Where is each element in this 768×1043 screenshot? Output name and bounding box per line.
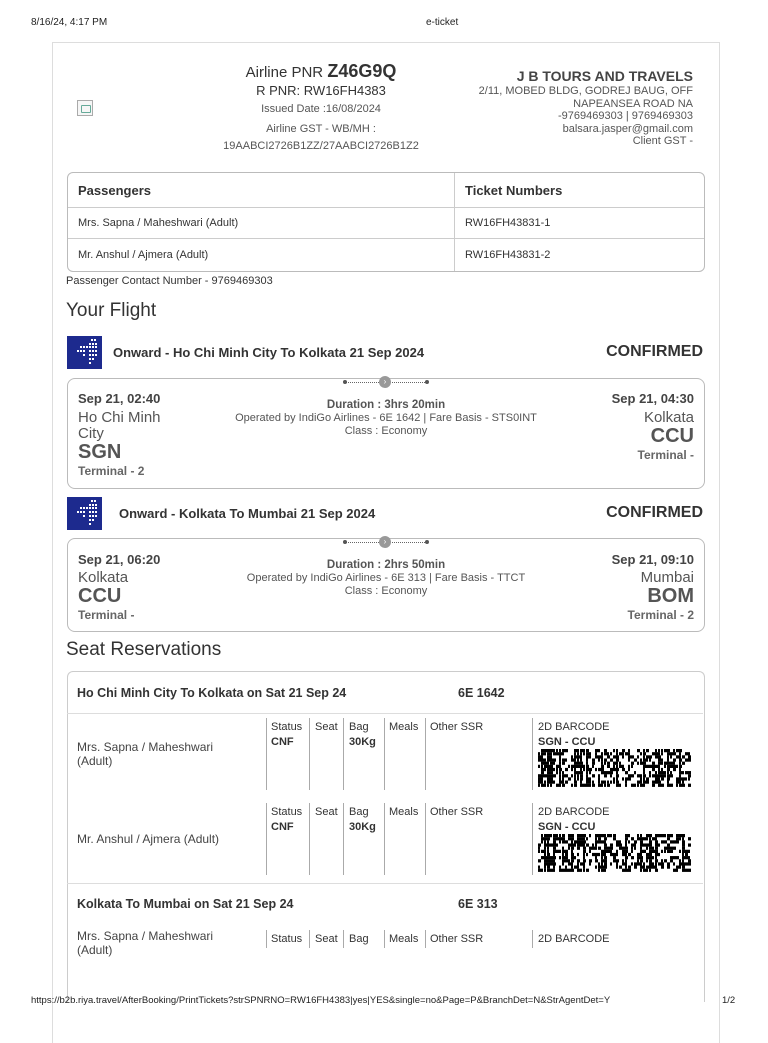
col-divider [343, 930, 344, 948]
table-row [68, 238, 704, 272]
col-divider [425, 718, 426, 790]
seat-col: Seat [315, 721, 338, 733]
status-col: Status [271, 933, 303, 945]
status-col: Status CNF [271, 721, 303, 748]
arrival-time: Sep 21, 04:30 [611, 391, 694, 406]
agent-address-1: 2/11, MOBED BLDG, GODREJ BAUG, OFF [478, 85, 693, 97]
segment-2-status: CONFIRMED [606, 504, 703, 521]
arrival-terminal: Terminal - 2 [627, 608, 694, 622]
gst-label: Airline GST - WB/MH : [266, 123, 376, 135]
travel-class: Class : Economy [344, 585, 428, 597]
col-divider [266, 803, 267, 875]
seat-col: Seat [315, 933, 338, 945]
print-page-number: 1/2 [722, 995, 736, 1006]
seat-group-2-route: Kolkata To Mumbai on Sat 21 Sep 24 [77, 897, 294, 911]
divider [67, 883, 703, 884]
arrival-city: Kolkata [643, 409, 694, 426]
col-divider [425, 930, 426, 948]
your-flight-title: Your Flight [66, 300, 157, 321]
operated-by: Operated by IndiGo Airlines - 6E 1642 | Fare Basis - STS0INT [235, 412, 537, 424]
passenger-contact: Passenger Contact Number - 9769469303 [66, 275, 273, 287]
operated-by: Operated by IndiGo Airlines - 6E 313 | Fare Basis - TTCT [246, 572, 526, 584]
barcode-route: SGN - CCU [538, 736, 596, 748]
print-datetime: 8/16/24, 4:17 PM [31, 17, 108, 28]
bag-col: Bag 30Kg [349, 721, 376, 748]
departure-code: CCU [78, 585, 122, 607]
segment-1-title: Onward - Ho Chi Minh City To Kolkata 21 Sep 2024 [113, 345, 425, 360]
seat-passenger: Mr. Anshul / Ajmera (Adult) [77, 832, 220, 846]
client-gst: Client GST - [632, 135, 693, 147]
segment-2-title: Onward - Kolkata To Mumbai 21 Sep 2024 [119, 506, 376, 521]
barcode-route: SGN - CCU [538, 821, 596, 833]
col-divider [532, 718, 533, 790]
meals-col: Meals [389, 721, 419, 733]
seat-passenger: Mrs. Sapna / Maheshwari (Adult) [77, 740, 214, 768]
route-line [343, 538, 429, 548]
segment-1-box [67, 378, 705, 489]
other-ssr-col: Other SSR [430, 721, 484, 733]
agent-block [479, 68, 693, 148]
col-divider [532, 803, 533, 875]
airline-pnr: Z46G9Q [327, 61, 397, 81]
arrival-terminal: Terminal - [637, 448, 694, 462]
other-ssr-col: Other SSR [430, 806, 484, 818]
barcode-icon [538, 749, 692, 787]
travel-class: Class : Economy [344, 425, 428, 437]
gst-value: 19AABCI2726B1ZZ/27AABCI2726B1Z2 [223, 140, 419, 152]
departure-city: Ho Chi Minh City [78, 409, 161, 442]
arrival-city: Mumbai [640, 569, 694, 586]
agent-phone: -9769469303 | 9769469303 [558, 110, 693, 122]
plane-icon: › [379, 376, 391, 388]
divider [67, 713, 703, 714]
ticket-number: RW16FH43831-1 [465, 217, 551, 229]
seat-group-1-route: Ho Chi Minh City To Kolkata on Sat 21 Sep 24 [77, 686, 347, 700]
col-divider [384, 718, 385, 790]
col-divider [384, 930, 385, 948]
agent-address-2: NAPEANSEA ROAD NA [573, 97, 693, 110]
agent-name: J B TOURS AND TRAVELS [516, 68, 693, 84]
barcode-header: 2D BARCODE [538, 721, 610, 733]
arrival-code: CCU [650, 425, 694, 447]
broken-image-icon [77, 100, 93, 116]
col-divider [309, 803, 310, 875]
col-divider [266, 930, 267, 948]
arrival-code: BOM [647, 585, 694, 607]
status-col: Status CNF [271, 806, 303, 833]
col-divider [309, 718, 310, 790]
barcode-header: 2D BARCODE [538, 933, 610, 945]
passengers-header: Passengers [78, 183, 151, 198]
pnr-block [210, 61, 432, 155]
col-divider [309, 930, 310, 948]
barcode-icon [538, 834, 692, 872]
print-title: e-ticket [426, 17, 459, 28]
flight-details [218, 399, 554, 438]
seat-reservations-title: Seat Reservations [66, 639, 222, 660]
print-url: https://b2b.riya.travel/AfterBooking/PrintTickets?strSPNRNO=RW16FH4383|yes|YES&single=no&Page=P&BranchDet=N&StrAgentDet=Y [31, 995, 611, 1006]
table-row [68, 207, 704, 239]
ticket-numbers-header: Ticket Numbers [465, 183, 563, 198]
departure-time: Sep 21, 02:40 [78, 391, 161, 406]
seat-col: Seat [315, 806, 338, 818]
seat-group-2-flight: 6E 313 [458, 897, 498, 911]
airline-pnr-label: Airline PNR [245, 64, 324, 81]
passenger-name: Mr. Anshul / Ajmera (Adult) [78, 249, 209, 261]
col-divider [343, 718, 344, 790]
col-divider [532, 930, 533, 948]
passengers-table [67, 172, 705, 272]
departure-city: Kolkata [78, 569, 129, 586]
issued-date: Issued Date :16/08/2024 [261, 103, 381, 115]
segment-2-box [67, 538, 705, 632]
bag-col: Bag [349, 933, 369, 945]
departure-terminal: Terminal - [78, 608, 135, 622]
passenger-name: Mrs. Sapna / Maheshwari (Adult) [78, 217, 239, 229]
arrival-time: Sep 21, 09:10 [611, 552, 694, 567]
indigo-logo-icon [67, 497, 102, 530]
col-divider [343, 803, 344, 875]
route-line [343, 378, 429, 388]
col-divider [266, 718, 267, 790]
plane-icon: › [379, 536, 391, 548]
indigo-logo-icon [67, 336, 102, 369]
meals-col: Meals [389, 933, 419, 945]
other-ssr-col: Other SSR [430, 933, 484, 945]
bag-col: Bag 30Kg [349, 806, 376, 833]
departure-time: Sep 21, 06:20 [78, 552, 161, 567]
ticket-number: RW16FH43831-2 [465, 249, 551, 261]
seat-group-1-flight: 6E 1642 [458, 686, 505, 700]
riya-pnr: R PNR: RW16FH4383 [256, 83, 386, 98]
agent-email: balsara.jasper@gmail.com [562, 122, 693, 135]
departure-terminal: Terminal - 2 [78, 464, 145, 478]
departure-code: SGN [78, 441, 122, 463]
flight-details [218, 559, 554, 598]
meals-col: Meals [389, 806, 419, 818]
seat-passenger: Mrs. Sapna / Maheshwari (Adult) [77, 929, 214, 957]
barcode-header: 2D BARCODE [538, 806, 610, 818]
col-divider [425, 803, 426, 875]
segment-1-status: CONFIRMED [606, 343, 703, 360]
duration: Duration : 3hrs 20min [326, 399, 446, 411]
col-divider [384, 803, 385, 875]
duration: Duration : 2hrs 50min [326, 559, 446, 571]
